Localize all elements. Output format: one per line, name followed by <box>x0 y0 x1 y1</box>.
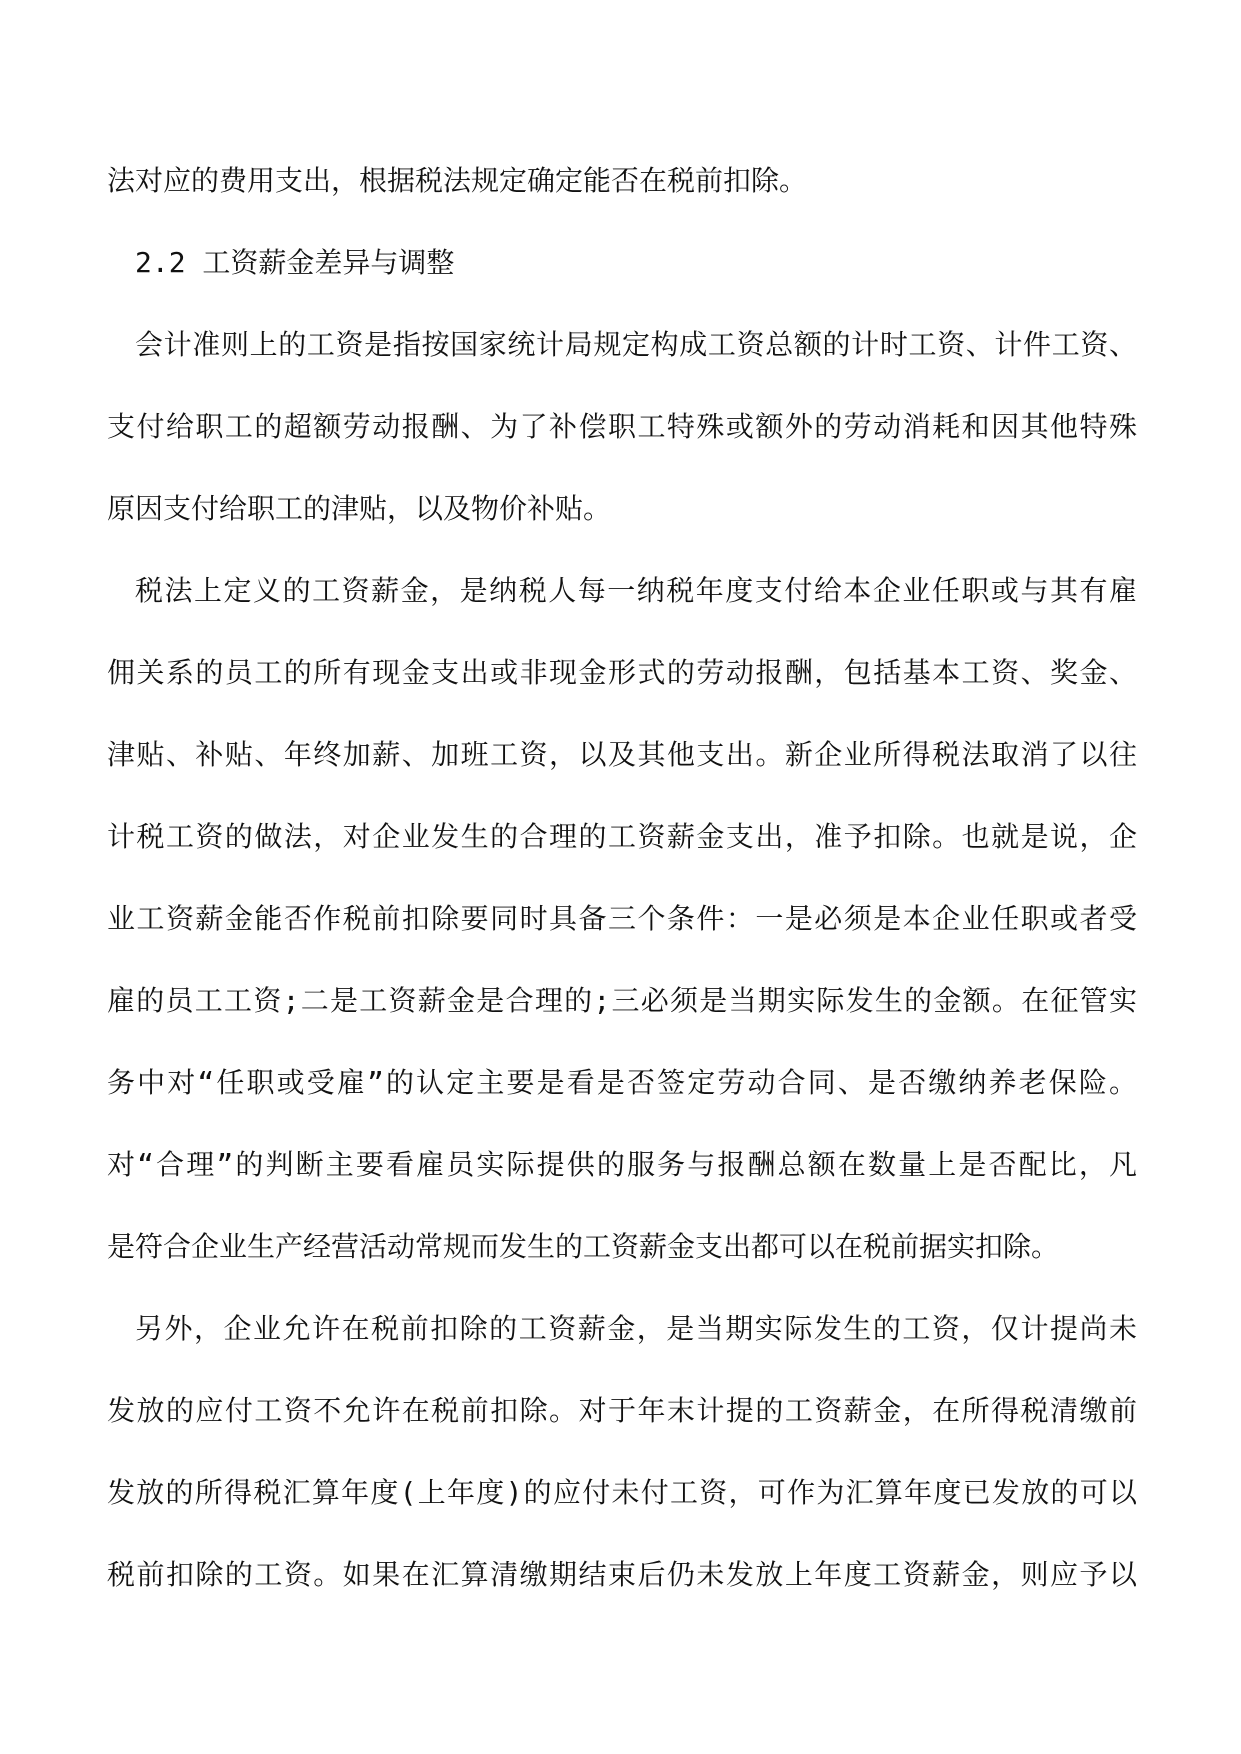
section-heading: 2.2 工资薪金差异与调整 <box>135 246 455 279</box>
text-line: 法对应的费用支出，根据税法规定确定能否在税前扣除。 <box>107 164 808 197</box>
text-line: 发放的应付工资不允许在税前扣除。对于年末计提的工资薪金，在所得税清缴前 <box>107 1394 1137 1427</box>
text-line: 原因支付给职工的津贴，以及物价补贴。 <box>107 492 612 525</box>
text-line: 业工资薪金能否作税前扣除要同时具备三个条件：一是必须是本企业任职或者受 <box>107 902 1137 935</box>
text-line: 津贴、补贴、年终加薪、加班工资，以及其他支出。新企业所得税法取消了以往 <box>107 738 1137 771</box>
text-line: 支付给职工的超额劳动报酬、为了补偿职工特殊或额外的劳动消耗和因其他特殊 <box>107 410 1137 443</box>
text-line: 佣关系的员工的所有现金支出或非现金形式的劳动报酬，包括基本工资、奖金、 <box>107 656 1137 689</box>
text-line: 发放的所得税汇算年度(上年度)的应付未付工资，可作为汇算年度已发放的可以 <box>107 1476 1137 1509</box>
text-line: 计税工资的做法，对企业发生的合理的工资薪金支出，准予扣除。也就是说，企 <box>107 820 1137 853</box>
text-line: 另外，企业允许在税前扣除的工资薪金，是当期实际发生的工资，仅计提尚未 <box>135 1312 1137 1345</box>
text-line: 对“合理”的判断主要看雇员实际提供的服务与报酬总额在数量上是否配比，凡 <box>107 1148 1137 1181</box>
text-line: 税法上定义的工资薪金，是纳税人每一纳税年度支付给本企业任职或与其有雇 <box>135 574 1137 607</box>
document-body <box>107 157 1137 1633</box>
text-line: 雇的员工工资;二是工资薪金是合理的;三必须是当期实际发生的金额。在征管实 <box>107 984 1137 1017</box>
text-line: 税前扣除的工资。如果在汇算清缴期结束后仍未发放上年度工资薪金，则应予以 <box>107 1558 1137 1591</box>
text-line: 务中对“任职或受雇”的认定主要是看是否签定劳动合同、是否缴纳养老保险。 <box>107 1066 1137 1099</box>
text-line: 是符合企业生产经营活动常规而发生的工资薪金支出都可以在税前据实扣除。 <box>107 1230 1060 1263</box>
text-line: 会计准则上的工资是指按国家统计局规定构成工资总额的计时工资、计件工资、 <box>135 328 1137 361</box>
